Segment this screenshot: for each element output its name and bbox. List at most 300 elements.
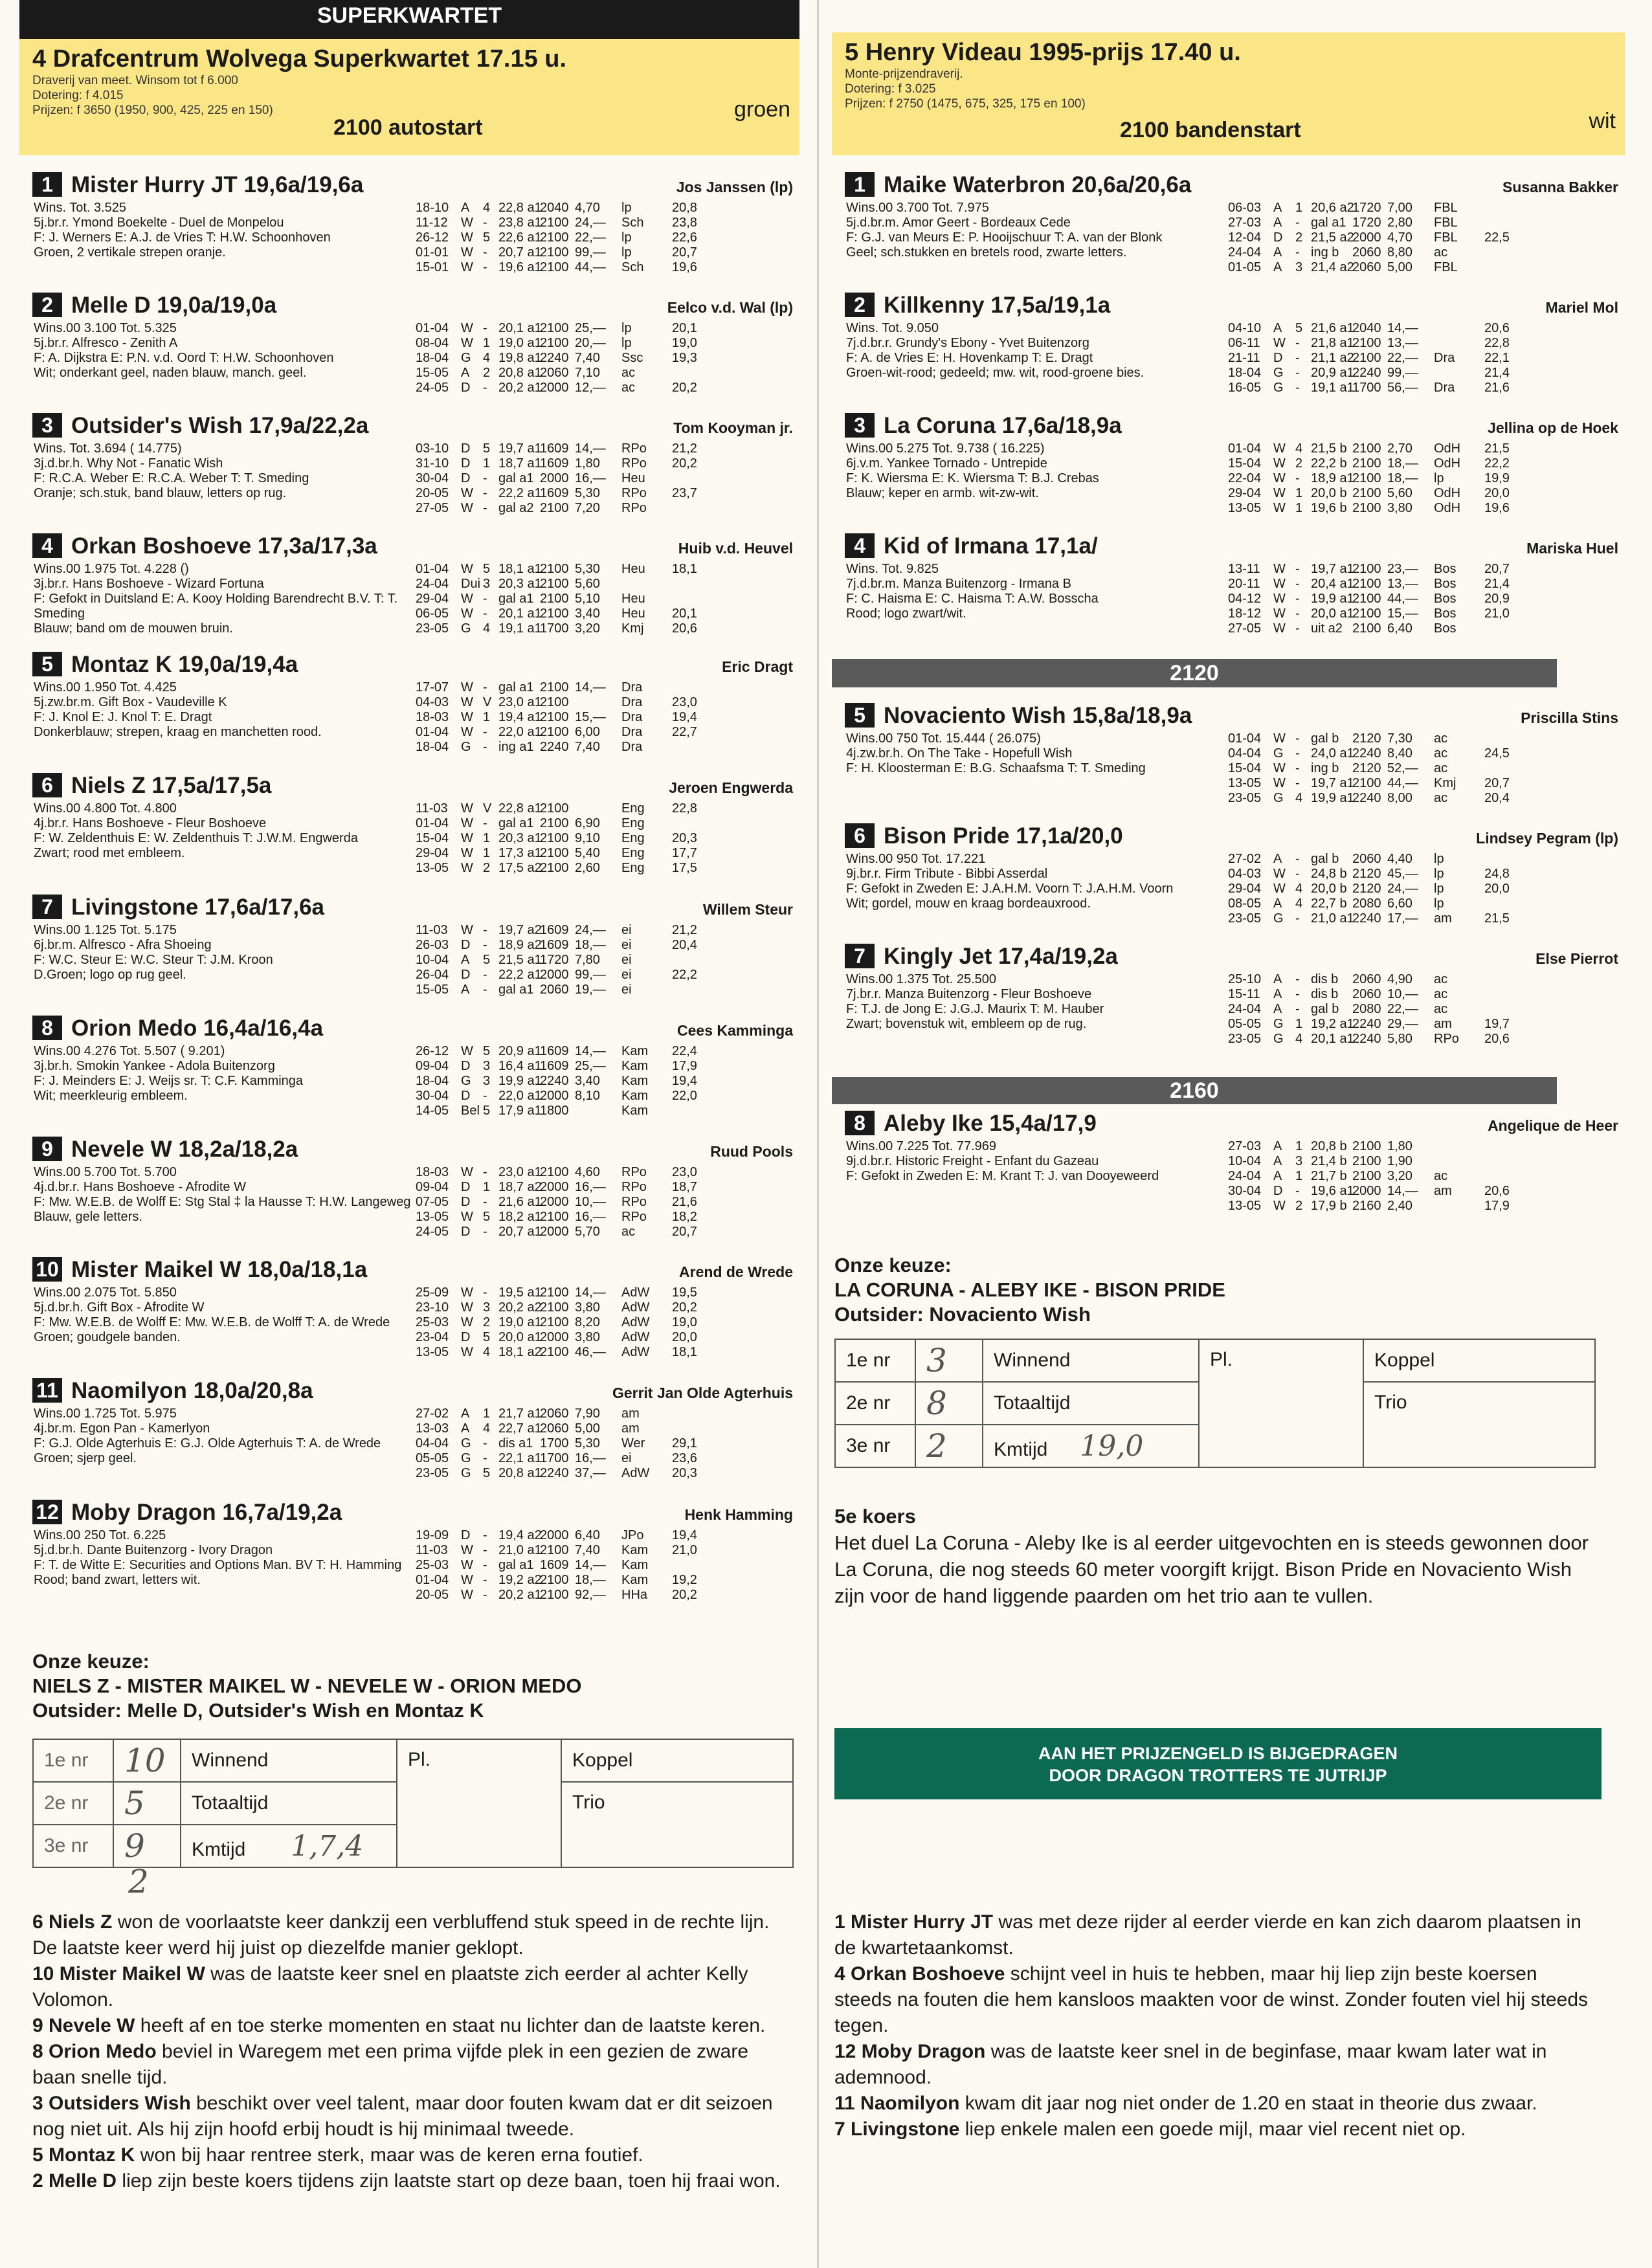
result-cell: 99,— [575,968,606,982]
result-cell: 2100 [1352,486,1381,500]
result-cell: Dra [621,740,643,754]
result-cell: 3 [1295,260,1303,274]
result-cell: 2 [483,861,491,875]
result-cell: A [461,1406,470,1421]
result-cell: Heu [621,606,645,621]
result-cell: 7,40 [575,351,600,365]
horse-name: Nevele W 18,2a/18,2a [71,1137,298,1162]
totaaltijd-label: Totaaltijd [983,1382,1199,1425]
pl-label: Pl. [1199,1339,1363,1467]
result-cell: 2060 [540,366,569,380]
result-cell: 7,10 [575,366,600,380]
result-cell: D [461,1089,471,1103]
result-cell: 1 [483,1180,491,1194]
handwritten-number[interactable]: 3 [915,1339,983,1382]
result-cell: 15-04 [1228,761,1262,775]
handwritten-number: 2 [128,1863,149,1900]
result-cell: 5,10 [575,592,600,606]
comment-horse: 10 Mister Maikel W [32,1963,205,1984]
result-cell: 22,0 a1 [498,725,542,739]
result-cell: 21,0 a1 [498,1543,542,1557]
keuze [32,1649,581,1723]
result-cell: 1700 [540,1451,569,1465]
driver-name: Mariel Mol [1545,299,1618,316]
result-cell: ei [621,983,632,997]
result-cell: W [1273,336,1286,350]
race-sub: Dotering: f 4.015 [32,89,124,102]
info-line: Donkerblauw; strepen, kraag en manchetten rood. [34,725,322,739]
info-line: Wins.00 1.125 Tot. 5.175 [34,923,177,937]
result-row [416,1421,730,1436]
result-cell: 22,8 a1 [498,801,542,816]
result-cell: W [1273,562,1286,576]
horse-name: Bison Pride 17,1a/20,0 [884,823,1123,849]
result-cell: G [461,351,471,365]
result-cell: - [483,1528,487,1542]
comment-horse: 9 Nevele W [32,2015,135,2036]
result-cell: 27-03 [1228,1139,1262,1153]
kmtijd-cell [983,1425,1199,1467]
horse-number: 2 [32,293,62,317]
driver-name: Susanna Bakker [1502,179,1618,195]
result-cell: 20,2 [672,381,697,395]
result-row [1228,577,1543,592]
result-cell: 19,9 [1484,471,1510,485]
result-cell: ac [1434,746,1448,761]
result-cell: 2000 [540,1528,569,1542]
result-cell: 3 [483,577,491,591]
result-cell: 19,— [575,983,606,997]
result-cell: 20,4 [1484,791,1510,805]
result-cell: - [1295,471,1300,485]
handwritten-number[interactable]: 2 [915,1425,983,1467]
comment-horse: 6 Niels Z [32,1911,113,1933]
horse-name: Aleby Ike 15,4a/17,9 [884,1111,1097,1136]
row-label: 3e nr [33,1825,113,1867]
driver-name: Arend de Wrede [679,1263,793,1280]
result-cell: G [1273,1017,1284,1031]
result-cell: W [1273,441,1286,456]
result-cell: OdH [1434,456,1461,471]
totaaltijd-label: Totaaltijd [181,1782,397,1825]
result-cell: 2100 [1352,336,1381,350]
result-cell: 2000 [540,1180,569,1194]
result-cell: ing b [1311,245,1339,260]
result-cell: 19,7 a1 [1311,562,1354,576]
result-cell: ac [1434,791,1448,805]
result-cell: AdW [621,1345,650,1359]
result-cell: 21,7 b [1311,1169,1347,1183]
result-cell: 2100 [1352,441,1381,456]
result-cell: 2000 [540,968,569,982]
handwritten-number[interactable]: 5 [113,1782,181,1825]
handwritten-number[interactable]: 10 [113,1739,181,1782]
result-cell: - [483,1165,487,1179]
result-cell: 2 [483,366,491,380]
result-cell: Kmj [1434,776,1457,790]
result-cell: 20,6 [1484,1032,1510,1046]
result-cell: W [1273,882,1286,896]
driver-name: Cees Kamminga [677,1022,793,1039]
result-cell: 3,40 [575,1074,600,1088]
driver-name: Eelco v.d. Wal (lp) [667,299,793,316]
result-cell: - [1295,1184,1300,1198]
result-cell: Dra [621,680,643,695]
result-cell: 20,7 a1 [498,1225,542,1239]
result-cell: 23-05 [1228,791,1262,805]
result-cell: 18-12 [1228,606,1262,621]
result-cell: W [461,606,473,621]
result-cell: D [461,1195,471,1209]
result-cell: 5 [1295,321,1303,335]
result-row [416,1089,730,1104]
comment-text: liep enkele malen een goede mijl, maar viel recent niet op. [959,2118,1466,2140]
horse-name: Montaz K 19,0a/19,4a [71,652,298,677]
result-cell: 24,— [575,923,606,937]
info-line: 4j.zw.br.h. On The Take - Hopefull Wish [846,746,1073,761]
result-cell: 2,70 [1387,441,1412,456]
horse-name: Kid of Irmana 17,1a/ [884,533,1098,559]
result-cell: 22,— [1387,351,1418,365]
result-cell: G [461,1466,471,1480]
result-cell: D [461,1059,471,1073]
result-cell: 2120 [1352,882,1381,896]
result-cell: Kam [621,1104,649,1118]
result-cell: 4 [483,1421,491,1436]
result-cell: G [1273,746,1284,761]
result-cell: 2 [1295,456,1303,471]
info-line: 7j.br.r. Manza Buitenzorg - Fleur Boshoeve [846,987,1092,1001]
result-cell: Bos [1434,621,1457,636]
result-cell: 08-05 [1228,896,1262,911]
result-cell: Dra [621,725,643,739]
result-cell: 04-04 [1228,746,1262,761]
horse-number: 6 [845,823,875,848]
horse-info [846,201,1228,260]
result-cell: 2060 [1352,972,1381,986]
comment-paragraph [32,2039,790,2091]
result-cell: W [1273,456,1286,471]
result-cell: 20,0 a1 [1311,606,1354,621]
result-cell: ac [621,1225,636,1239]
result-cell: 20,1 [672,606,697,621]
horse-info [34,1528,416,1588]
info-line: Groen, 2 vertikale strepen oranje. [34,245,226,260]
result-cell: 20,8 a1 [498,366,542,380]
info-line: Wit; onderkant geel, naden blauw, manch. geel. [34,366,307,380]
result-cell: ei [621,923,632,937]
result-cell: 3,40 [575,606,600,621]
result-cell: W [461,725,473,739]
result-cell: OdH [1434,441,1461,456]
result-cell: A [1273,1154,1282,1168]
result-cell: - [483,740,487,754]
info-line: F: J. Werners E: A.J. de Vries T: H.W. Schoonhoven [34,230,331,245]
result-cell: 29-04 [1228,486,1262,500]
result-cell: 4 [1295,882,1303,896]
result-cell: lp [621,245,632,260]
result-cell: 19,6 [1484,501,1510,515]
result-cell: 23-05 [1228,911,1262,926]
result-cell: 2100 [540,1300,569,1315]
info-line: Zwart; bovenstuk wit, embleem op de rug. [846,1017,1087,1031]
result-cell: - [483,321,487,335]
result-cell: 29,— [1387,1017,1418,1031]
driver-name: Priscilla Stins [1521,709,1618,726]
result-cell: 17,9 a1 [498,1104,542,1118]
result-row [416,1104,730,1118]
info-line: Wins.00 2.075 Tot. 5.850 [34,1285,177,1300]
results-table [1228,731,1543,806]
horse-number: 2 [845,293,875,317]
result-cell: W [461,336,473,350]
result-cell: 26-04 [416,968,449,982]
info-line: Rood; band zwart, letters wit. [34,1573,201,1587]
info-line: F: H. Kloosterman E: B.G. Schaafsma T: T. Smeding [846,761,1146,775]
result-cell: 31-10 [416,456,449,471]
right-commentary [834,1909,1598,2142]
result-cell: 19,6 a1 [1311,1184,1354,1198]
result-cell: 27-02 [416,1406,449,1421]
result-cell: 1700 [1352,381,1381,395]
result-cell: 18,1 [672,562,697,576]
result-cell: A [1273,245,1282,260]
result-cell: 2100 [540,606,569,621]
result-cell: 22,6 a1 [498,230,542,245]
result-cell: Dra [1434,381,1455,395]
comment-text: liep zijn beste koers tijdens zijn laatste start op deze baan, toen hij fraai won. [117,2170,781,2192]
horse-entry [832,700,1625,805]
keuze-label: Onze keuze: [32,1650,150,1673]
result-row [1228,1002,1543,1017]
handwritten-kmtijd[interactable]: 19,0 [1080,1429,1144,1463]
result-cell: 13-05 [416,861,449,875]
result-cell: D [1273,230,1283,245]
result-row [1228,456,1543,471]
handwritten-number[interactable]: 9 [113,1825,181,1867]
result-row [416,216,730,230]
result-cell: 20,1 a1 [498,321,542,335]
result-cell: 21,5 [1484,911,1510,926]
result-cell: lp [621,336,632,350]
result-cell: 14,— [1387,321,1418,335]
info-line: Wit; gordel, mouw en kraag bordeauxrood. [846,896,1091,911]
result-cell: 29-04 [1228,882,1262,896]
distance-bar: 2120 [832,659,1557,687]
result-cell: 20,0 a1 [498,1330,542,1344]
result-cell: 2060 [540,1406,569,1421]
info-line: 3j.br.h. Smokin Yankee - Adola Buitenzorg [34,1059,275,1073]
horse-name: Melle D 19,0a/19,0a [71,293,277,318]
result-cell: W [461,1044,473,1058]
result-cell: 2000 [540,471,569,485]
result-cell: 5 [483,1330,491,1344]
result-cell: 56,— [1387,381,1418,395]
result-row [1228,1154,1543,1169]
result-cell: W [461,245,473,260]
result-cell: G [461,740,471,754]
result-cell: 15,— [1387,606,1418,621]
comment-paragraph [32,2168,790,2194]
horse-name: Orion Medo 16,4a/16,4a [71,1016,324,1041]
result-cell: - [1295,366,1300,380]
result-cell: 2060 [1352,245,1381,260]
horse-number: 3 [32,413,62,438]
info-line: F: K. Wiersma E: K. Wiersma T: B.J. Crebas [846,471,1099,485]
result-cell: 22,2 [1484,456,1510,471]
result-cell: 1 [483,336,491,350]
result-cell: 21,7 a1 [498,1406,542,1421]
result-cell: 23,0 [672,695,697,709]
result-cell: 20,1 a1 [1311,1032,1354,1046]
comment-text: heeft af en toe sterke momenten en staat nu lichter dan de laatste keren. [135,2015,766,2036]
driver-name: Ruud Pools [710,1143,793,1160]
comment-horse: 4 Orkan Boshoeve [834,1963,1005,1984]
comment-paragraph [834,1961,1598,2039]
result-cell: 8,10 [575,1089,600,1103]
result-cell: 08-04 [416,336,449,350]
result-cell: 21,4 a2 [1311,260,1354,274]
comment-paragraph [32,1909,790,1961]
result-cell: 2240 [1352,1017,1381,1031]
results-table [416,562,730,636]
horse-entry [19,892,799,997]
result-cell: 20,2 a2 [498,1300,542,1315]
result-cell: gal a1 [1311,216,1346,230]
result-cell: 21,6 [1484,381,1510,395]
result-row [416,562,730,577]
result-cell: Dui [461,577,481,591]
info-line: 5j.d.br.h. Gift Box - Afrodite W [34,1300,205,1315]
horse-number: 8 [32,1016,62,1040]
driver-name: Angelique de Heer [1488,1117,1618,1134]
result-row [416,486,730,501]
result-cell: 2100 [540,1345,569,1359]
result-cell: - [1295,216,1300,230]
result-row [1228,1017,1543,1032]
result-cell: dis b [1311,987,1339,1001]
result-cell: - [483,938,487,952]
result-cell: 2100 [540,846,569,860]
result-cell: - [1295,987,1300,1001]
result-cell: 18,— [575,938,606,952]
result-cell: Wer [621,1436,645,1451]
driver-name: Gerrit Jan Olde Agterhuis [612,1384,793,1401]
horse-info [846,321,1228,381]
result-cell: - [483,381,487,395]
result-cell: 14-05 [416,1104,449,1118]
handwritten-kmtijd[interactable]: 1,7,4 [291,1829,364,1863]
result-row [1228,852,1543,867]
race-color: groen [734,97,790,122]
result-cell: 15,— [575,710,606,724]
distance-bar: 2160 [832,1077,1557,1104]
result-cell: 3 [483,1059,491,1073]
horse-name: Mister Maikel W 18,0a/18,1a [71,1257,368,1282]
result-cell: 01-04 [1228,441,1262,456]
result-cell: W [461,695,473,709]
result-cell: AdW [621,1330,650,1344]
result-cell: 92,— [575,1588,606,1602]
result-cell: W [461,1345,473,1359]
info-line: 7j.d.br.m. Manza Buitenzorg - Irmana B [846,577,1071,591]
result-cell: - [1295,972,1300,986]
result-cell: 18,1 [672,1345,697,1359]
result-cell: 19,7 a1 [1311,776,1354,790]
horse-entry [19,410,799,515]
result-cell: 4 [483,1345,491,1359]
result-cell: W [1273,471,1286,485]
comment-paragraph [32,1961,790,2013]
result-cell: - [483,245,487,260]
result-row [416,1225,730,1240]
result-cell: 2100 [1352,471,1381,485]
info-line: 5j.d.br.m. Amor Geert - Bordeaux Cede [846,216,1071,230]
result-cell: 5 [483,1104,491,1118]
result-cell: 20-05 [416,1588,449,1602]
info-line: F: W. Zeldenthuis E: W. Zeldenthuis T: J.W.M. Engwerda [34,831,358,845]
column-divider [817,0,819,2268]
result-row [416,983,730,997]
result-cell: gal a2 [498,501,534,515]
horse-name: Outsider's Wish 17,9a/22,2a [71,413,369,438]
result-cell: 2000 [540,1195,569,1209]
result-cell: 1 [483,456,491,471]
result-cell: 6,60 [1387,896,1412,911]
result-cell: am [1434,1184,1452,1198]
results-table [416,1528,730,1603]
result-cell: 20,0 b [1311,882,1347,896]
info-line: F: A. Dijkstra E: P.N. v.d. Oord T: H.W. Schoonhoven [34,351,334,365]
result-row [416,456,730,471]
result-cell: gal b [1311,731,1339,746]
result-cell: - [483,983,487,997]
result-cell: FBL [1434,216,1458,230]
result-cell: Kam [621,1543,649,1557]
result-cell: - [483,606,487,621]
result-cell: G [1273,381,1284,395]
result-cell: 20,7 [1484,776,1510,790]
results-table [1228,441,1543,516]
result-cell: Ssc [621,351,643,365]
result-cell: 06-03 [1228,201,1262,215]
result-row [1228,1199,1543,1214]
horse-number: 6 [32,773,62,797]
result-cell: - [1295,245,1300,260]
result-cell: A [1273,216,1282,230]
result-cell: FBL [1434,230,1458,245]
result-row [416,592,730,606]
result-cell: - [483,1225,487,1239]
result-cell: Sch [621,216,644,230]
result-cell: 1 [483,846,491,860]
race-title: 5 Henry Videau 1995-prijs 17.40 u. [845,39,1241,66]
result-row [1228,791,1543,806]
result-cell: 16,— [575,471,606,485]
horse-entry [19,1134,799,1239]
comment-paragraph [834,2091,1598,2117]
handwritten-number[interactable]: 8 [915,1382,983,1425]
result-cell: 13,— [1387,577,1418,591]
horse-entry [19,531,799,636]
result-cell: 22,— [1387,1002,1418,1016]
horse-info [34,1165,416,1225]
info-line: F: Gefokt in Zweden E: J.A.H.M. Voorn T: J.A.H.M. Voorn [846,882,1174,896]
result-cell: 20,6 [1484,321,1510,335]
horse-number: 3 [845,413,875,438]
result-cell: 04-10 [1228,321,1262,335]
result-cell: 19-09 [416,1528,449,1542]
